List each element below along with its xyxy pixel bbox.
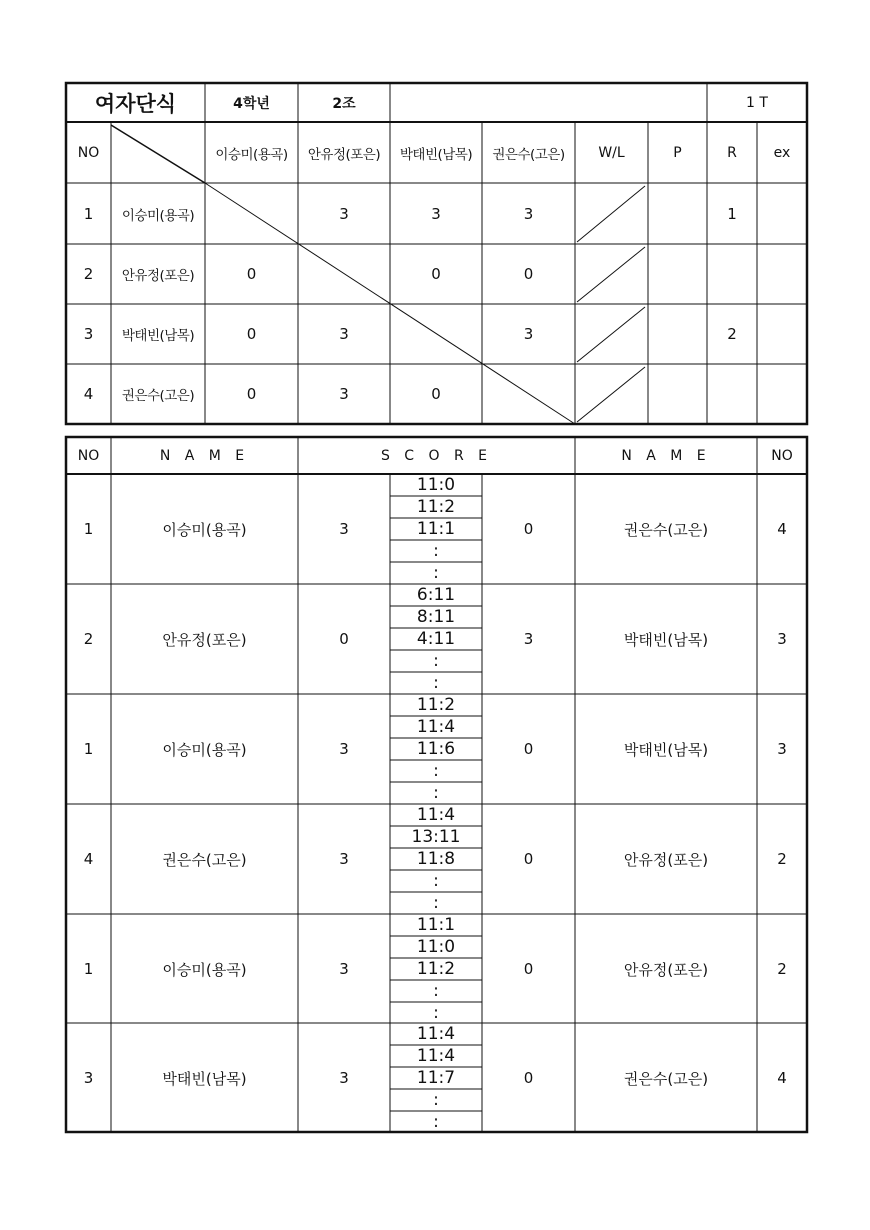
- player-ex: [757, 304, 807, 364]
- match-right-name: 박태빈(남목): [623, 740, 709, 759]
- match-result: 3: [431, 204, 441, 223]
- game-score: :: [433, 782, 439, 803]
- game-score: 11:4: [416, 716, 456, 737]
- match-right-name: 박태빈(남목): [623, 630, 709, 649]
- player-rank: 2: [727, 325, 737, 343]
- match-result: [205, 183, 298, 244]
- grid-line: [577, 307, 645, 362]
- column-header-player: 이승미(용곡): [215, 146, 288, 163]
- game-score: 11:4: [416, 804, 456, 825]
- game-score: 11:2: [416, 496, 456, 517]
- game-score: 11:7: [416, 1067, 456, 1088]
- match-header-no-right: NO: [771, 447, 793, 464]
- game-score: 11:1: [416, 518, 456, 539]
- header-blank-field: [390, 83, 707, 122]
- match-header-score: S C O R E: [380, 447, 493, 464]
- player-points: [648, 183, 707, 244]
- match-left-no: 1: [83, 520, 94, 538]
- match-right-no: 4: [777, 520, 787, 538]
- match-left-score: 3: [339, 850, 349, 868]
- match-right-name: 안유정(포은): [623, 850, 709, 869]
- match-left-no: 3: [83, 1069, 94, 1087]
- game-score: :: [433, 1111, 439, 1132]
- game-score: 4:11: [416, 628, 456, 649]
- match-right-no: 2: [777, 960, 787, 978]
- match-left-no: 4: [83, 850, 94, 868]
- match-left-no: 1: [83, 960, 94, 978]
- match-result: 0: [431, 265, 441, 283]
- player-rank: [707, 364, 757, 424]
- match-left-name: 안유정(포은): [162, 630, 247, 649]
- game-score: 6:11: [416, 584, 456, 605]
- match-result: 0: [246, 265, 257, 283]
- match-right-no: 4: [777, 1069, 787, 1087]
- event-title: 여자단식: [94, 91, 177, 116]
- game-score: :: [433, 540, 439, 561]
- grade-label: 4학년: [233, 95, 270, 112]
- match-right-score: 0: [523, 520, 534, 538]
- game-score: :: [433, 1002, 439, 1023]
- match-result: [298, 244, 390, 304]
- player-points: [648, 304, 707, 364]
- game-score: :: [433, 672, 439, 693]
- grid-line: [577, 367, 645, 422]
- match-result: 3: [523, 204, 534, 223]
- game-score: :: [433, 980, 439, 1001]
- match-result: 3: [339, 385, 349, 403]
- match-result: [390, 304, 482, 364]
- match-right-name: 권은수(고은): [623, 1069, 709, 1088]
- player-no: 2: [83, 265, 94, 283]
- match-result: 0: [246, 325, 257, 343]
- match-left-no: 2: [83, 630, 94, 648]
- player-points: [648, 244, 707, 304]
- game-score: :: [433, 562, 439, 583]
- player-name: 이승미(용곡): [121, 207, 195, 224]
- match-result: 0: [523, 265, 534, 283]
- player-name: 권은수(고은): [121, 388, 195, 404]
- match-left-score: 0: [339, 630, 349, 648]
- player-ex: [757, 244, 807, 304]
- match-left-score: 3: [339, 740, 349, 758]
- match-left-name: 이승미(용곡): [162, 740, 247, 759]
- match-header-name-left: N A M E: [159, 447, 250, 464]
- player-points: [648, 364, 707, 424]
- game-score: 11:4: [416, 1045, 456, 1066]
- player-ex: [757, 364, 807, 424]
- column-header-no: NO: [77, 144, 100, 161]
- match-result: 0: [431, 385, 441, 403]
- player-ex: [757, 183, 807, 244]
- group-label: 2조: [332, 95, 356, 112]
- column-header-player: 권은수(고은): [492, 146, 565, 163]
- match-right-no: 3: [777, 740, 787, 758]
- match-right-score: 3: [523, 630, 534, 648]
- match-left-name: 이승미(용곡): [162, 960, 247, 979]
- game-score: :: [433, 1089, 439, 1110]
- game-score: 11:6: [416, 738, 456, 759]
- match-left-name: 권은수(고은): [162, 850, 247, 869]
- game-score: :: [433, 760, 439, 781]
- grid-line: [577, 247, 645, 302]
- match-right-name: 권은수(고은): [623, 520, 709, 539]
- match-right-score: 0: [523, 1069, 534, 1087]
- player-rank: [707, 244, 757, 304]
- match-result: 3: [339, 325, 349, 343]
- match-result: 0: [246, 385, 257, 403]
- match-result: 3: [339, 204, 349, 223]
- match-left-name: 박태빈(남목): [162, 1069, 247, 1088]
- game-score: 11:2: [416, 958, 456, 979]
- match-left-score: 3: [339, 960, 349, 978]
- match-left-name: 이승미(용곡): [162, 520, 247, 539]
- game-score: 11:8: [416, 848, 456, 869]
- game-score: 11:0: [416, 474, 456, 495]
- match-header-no-left: NO: [77, 447, 100, 464]
- player-name: 안유정(포은): [121, 268, 195, 284]
- table-number: 1 T: [746, 94, 768, 111]
- match-right-score: 0: [523, 960, 534, 978]
- player-no: 3: [83, 325, 94, 343]
- game-score: :: [433, 870, 439, 891]
- game-score: :: [433, 892, 439, 913]
- grid-line: [111, 125, 205, 183]
- match-left-no: 1: [83, 740, 94, 758]
- match-result: 3: [523, 325, 534, 343]
- game-score: 11:0: [416, 936, 456, 957]
- column-header-p: P: [673, 144, 682, 161]
- column-header-ex: ex: [773, 144, 791, 161]
- match-left-score: 3: [339, 520, 349, 538]
- game-score: 8:11: [416, 606, 456, 627]
- match-header-name-right: N A M E: [621, 447, 711, 464]
- match-right-no: 3: [777, 630, 787, 648]
- column-header-player: 안유정(포은): [307, 146, 381, 163]
- game-score: 11:4: [416, 1023, 456, 1044]
- match-right-score: 0: [523, 850, 534, 868]
- match-left-score: 3: [339, 1069, 349, 1087]
- game-score: 11:2: [416, 694, 456, 715]
- grid-line: [577, 186, 645, 242]
- player-name: 박태빈(남목): [121, 328, 195, 344]
- player-no: 4: [83, 385, 94, 403]
- match-result: [482, 364, 575, 424]
- player-no: 1: [83, 204, 94, 223]
- column-header-wl: W/L: [598, 144, 625, 161]
- match-right-no: 2: [777, 850, 787, 868]
- game-score: 11:1: [416, 914, 456, 935]
- column-header-r: R: [727, 144, 737, 161]
- match-right-score: 0: [523, 740, 534, 758]
- game-score: 13:11: [411, 826, 461, 847]
- match-right-name: 안유정(포은): [623, 960, 709, 979]
- game-score: :: [433, 650, 439, 671]
- player-rank: 1: [727, 204, 737, 223]
- column-header-player: 박태빈(남목): [399, 146, 473, 163]
